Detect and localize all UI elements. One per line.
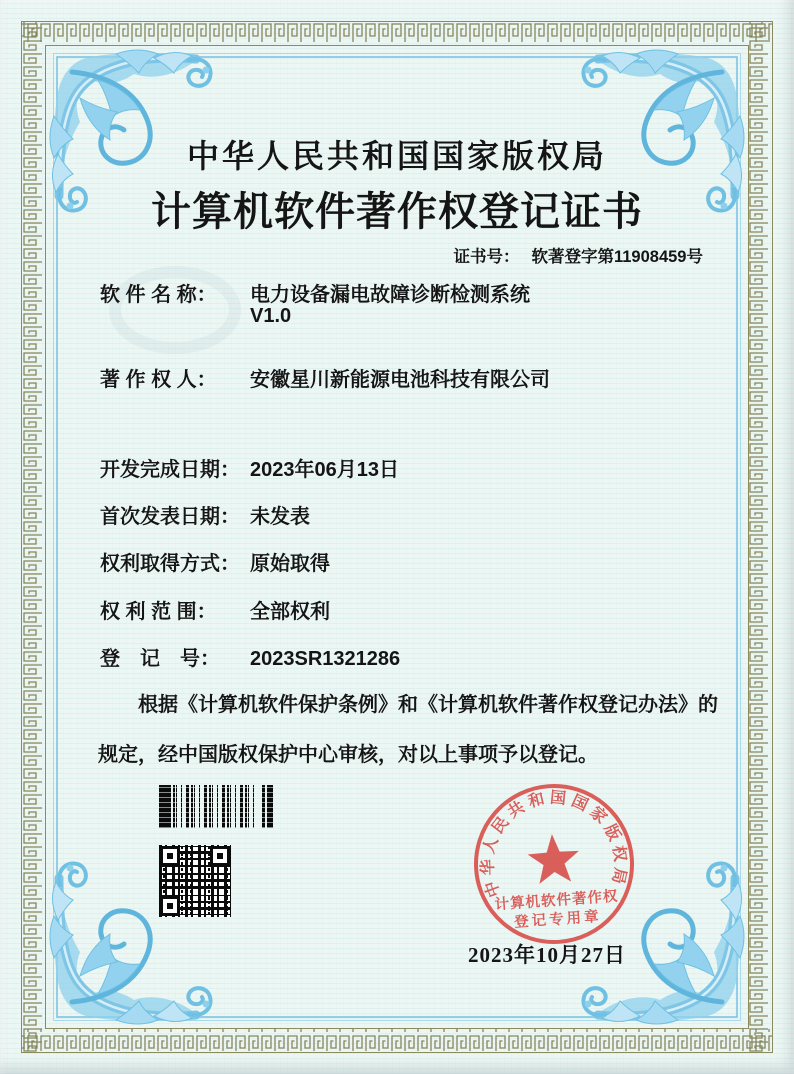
software-version: V1.0: [250, 305, 292, 327]
barcode-image: [159, 785, 273, 828]
seal-text-line1: 计算机软件著作权: [494, 888, 619, 914]
certificate-title: 计算机软件著作权登记证书: [151, 189, 643, 234]
field-label: 权利取得方式：: [100, 553, 240, 575]
field-row-copyright-owner: [100, 363, 550, 392]
official-seal: [454, 764, 654, 964]
field-row-registration-number: [100, 642, 400, 671]
field-label: 首次发表日期：: [100, 506, 240, 528]
qr-finder-icon: [160, 846, 180, 866]
field-value: 原始取得: [250, 553, 330, 575]
seal-ring-text: 中华人民共和国国家版权局: [479, 789, 629, 900]
qr-finder-icon: [210, 846, 230, 866]
certificate-number-label: 证书号：: [453, 248, 520, 266]
field-value: 未发表: [250, 506, 310, 528]
seal-text-line2: 登记专用章: [513, 908, 603, 931]
field-value: 电力设备漏电故障诊断检测系统: [250, 284, 530, 306]
qr-finder-icon: [160, 896, 180, 916]
field-row-acquisition-method: [100, 547, 330, 576]
certificate-number-line: [453, 243, 703, 267]
field-row-software-name: [100, 278, 530, 307]
field-value: 全部权利: [250, 601, 330, 623]
certificate-number-value: 软著登字第11908459号: [531, 248, 703, 266]
field-row-rights-scope: [100, 595, 330, 624]
authority-title: 中华人民共和国国家版权局: [186, 138, 607, 174]
seal-star-icon: [526, 832, 581, 884]
statement-line-1: 根据《计算机软件保护条例》和《计算机软件著作权登记办法》的: [138, 694, 718, 716]
field-row-dev-complete-date: [100, 453, 399, 482]
field-label: 著 作 权 人：: [100, 369, 217, 391]
field-label: 软 件 名 称：: [100, 284, 217, 306]
qr-code-image: [159, 845, 231, 917]
field-label: 登 记 号：: [100, 648, 220, 670]
issue-date: 2023年10月27日: [468, 943, 626, 967]
field-value: 2023SR1321286: [250, 648, 401, 670]
field-row-first-publish-date: [100, 500, 310, 529]
field-label: 开发完成日期：: [100, 459, 240, 481]
field-label: 权 利 范 围：: [100, 601, 217, 623]
statement-line-2: 规定，经中国版权保护中心审核，对以上事项予以登记。: [98, 744, 598, 766]
field-value: 安徽星川新能源电池科技有限公司: [250, 369, 550, 391]
field-value: 2023年06月13日: [250, 459, 399, 481]
